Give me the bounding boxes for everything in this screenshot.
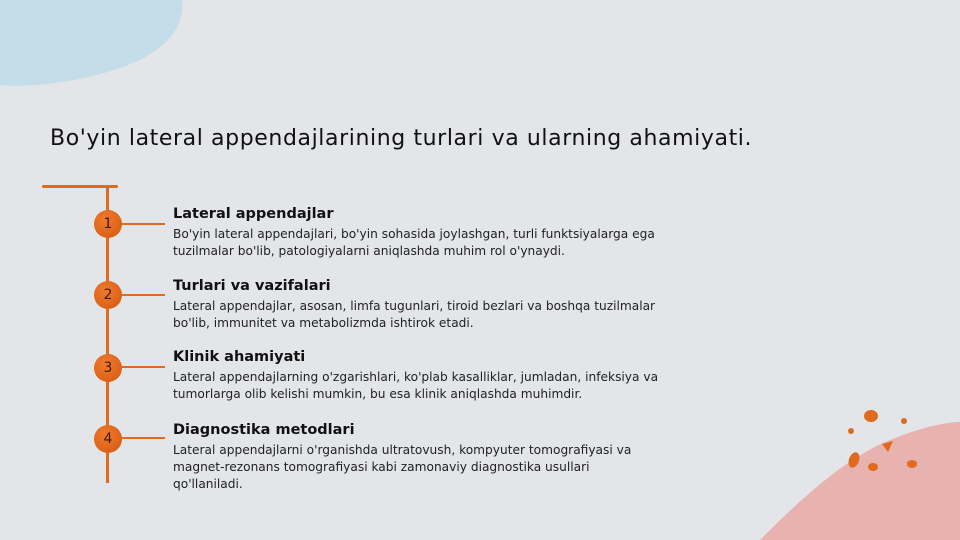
timeline-connector-1 [121, 223, 165, 225]
timeline-connector-2 [121, 294, 165, 296]
item-description: Lateral appendajlarning o'zgarishlari, ko'plab kasalliklar, jumladan, infeksiya va tumorlarga olib kelishi mumkin, bu esa klinik aniqlashda muhimdir. [173, 370, 659, 401]
item-heading: Diagnostika metodlari [173, 422, 355, 438]
timeline-connector-4 [121, 437, 165, 439]
item-description: Lateral appendajlarni o'rganishda ultratovush, kompyuter tomografiyasi va magnet-rezonans tomografiyasi kabi zamonaviy diagnostika usullari qo'llaniladi. [173, 443, 632, 491]
decorative-dots [840, 400, 930, 480]
timeline-connector-3 [121, 366, 165, 368]
timeline-item-2 [173, 278, 663, 332]
timeline-node-2: 2 [94, 281, 122, 309]
timeline-item-1 [173, 206, 663, 260]
item-heading: Klinik ahamiyati [173, 349, 306, 365]
item-heading: Lateral appendajlar [173, 206, 334, 222]
timeline-node-4: 4 [94, 425, 122, 453]
decorative-blob-top-left [0, 0, 190, 90]
timeline-item-3 [173, 349, 663, 403]
slide-title: Bo'yin lateral appendajlarining turlari va ularning ahamiyati. [50, 126, 753, 151]
item-description: Lateral appendajlar, asosan, limfa tugunlari, tiroid bezlari va boshqa tuzilmalar bo'lib, immunitet va metabolizmda ishtirok etadi. [173, 299, 656, 330]
item-description: Bo'yin lateral appendajlari, bo'yin sohasida joylashgan, turli funktsiyalarga ega tuzilmalar bo'lib, patologiyalarni aniqlashda muhim rol o'ynaydi. [173, 227, 655, 258]
timeline-item-4 [173, 422, 663, 493]
item-heading: Turlari va vazifalari [173, 278, 331, 294]
timeline-node-3: 3 [94, 354, 122, 382]
timeline-node-1: 1 [94, 210, 122, 238]
